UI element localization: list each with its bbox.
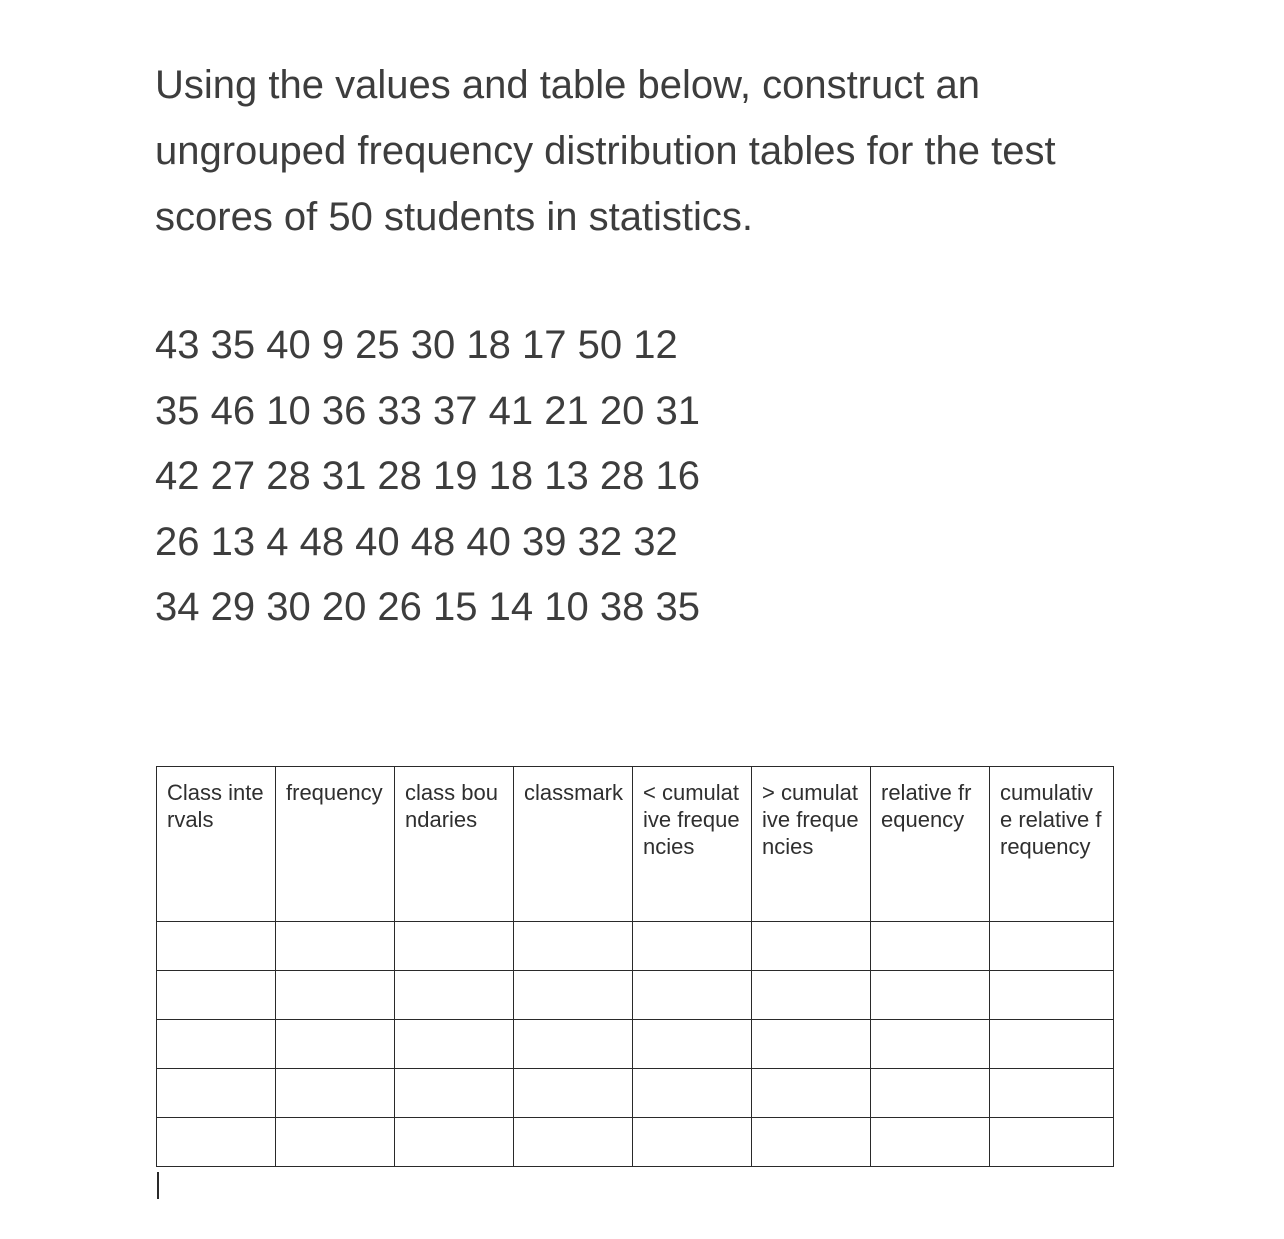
table-cell[interactable] — [633, 1020, 752, 1069]
table-cell[interactable] — [514, 971, 633, 1020]
table-cell[interactable] — [990, 1118, 1114, 1167]
table-row — [157, 1069, 1114, 1118]
table-cell[interactable] — [514, 1069, 633, 1118]
table-cell[interactable] — [276, 1069, 395, 1118]
header-less-than-cumulative-frequencies: < cumulative frequencies — [633, 767, 752, 922]
header-classmark: classmark — [514, 767, 633, 922]
table-row — [157, 971, 1114, 1020]
table-cell[interactable] — [157, 1020, 276, 1069]
header-class-intervals: Class intervals — [157, 767, 276, 922]
table-cell[interactable] — [752, 1020, 871, 1069]
problem-prompt: Using the values and table below, construct an ungrouped frequency distribution tables for the test scores of 50 students in statistics. — [155, 63, 1056, 239]
header-cumulative-relative-frequency: cumulative relative frequency — [990, 767, 1114, 922]
table-cell[interactable] — [514, 922, 633, 971]
table-cell[interactable] — [514, 1020, 633, 1069]
score-row: 26 13 4 48 40 48 40 39 32 32 — [155, 519, 678, 564]
table-cell[interactable] — [276, 971, 395, 1020]
header-class-boundaries: class boundaries — [395, 767, 514, 922]
table-cell[interactable] — [514, 1118, 633, 1167]
frequency-distribution-table — [156, 766, 1114, 1167]
table-cell[interactable] — [752, 1069, 871, 1118]
table-cell[interactable] — [871, 922, 990, 971]
score-values — [155, 313, 700, 641]
table-header-row — [157, 767, 1114, 922]
table-row — [157, 922, 1114, 971]
table-cell[interactable] — [157, 922, 276, 971]
table-cell[interactable] — [395, 971, 514, 1020]
table-cell[interactable] — [871, 1069, 990, 1118]
table-cell[interactable] — [752, 971, 871, 1020]
table-cell[interactable] — [395, 1118, 514, 1167]
table-cell[interactable] — [395, 1020, 514, 1069]
score-row: 43 35 40 9 25 30 18 17 50 12 — [155, 323, 678, 367]
table-cell[interactable] — [633, 922, 752, 971]
table-cell[interactable] — [871, 1020, 990, 1069]
table-cell[interactable] — [633, 1069, 752, 1118]
table-cell[interactable] — [633, 1118, 752, 1167]
table-cell[interactable] — [990, 971, 1114, 1020]
header-frequency: frequency — [276, 767, 395, 922]
score-row: 42 27 28 31 28 19 18 13 28 16 — [155, 454, 700, 498]
table-cell[interactable] — [990, 922, 1114, 971]
score-row: 35 46 10 36 33 37 41 21 20 31 — [155, 388, 700, 433]
table-cell[interactable] — [990, 1069, 1114, 1118]
table-row — [157, 1020, 1114, 1069]
table-cell[interactable] — [395, 1069, 514, 1118]
score-row: 34 29 30 20 26 15 14 10 38 35 — [155, 585, 700, 629]
table-cell[interactable] — [276, 922, 395, 971]
table-cell[interactable] — [276, 1118, 395, 1167]
table-cell[interactable] — [395, 922, 514, 971]
header-relative-frequency: relative frequency — [871, 767, 990, 922]
table-cell[interactable] — [752, 922, 871, 971]
header-greater-than-cumulative-frequencies: > cumulative frequencies — [752, 767, 871, 922]
table-cell[interactable] — [871, 1118, 990, 1167]
table-cell[interactable] — [157, 971, 276, 1020]
table-cell[interactable] — [990, 1020, 1114, 1069]
table-cell[interactable] — [157, 1118, 276, 1167]
table-cell[interactable] — [871, 971, 990, 1020]
table-cell[interactable] — [633, 971, 752, 1020]
table-cell[interactable] — [752, 1118, 871, 1167]
table-row — [157, 1118, 1114, 1167]
table-cell[interactable] — [276, 1020, 395, 1069]
table-cell[interactable] — [157, 1069, 276, 1118]
text-cursor — [157, 1172, 159, 1199]
